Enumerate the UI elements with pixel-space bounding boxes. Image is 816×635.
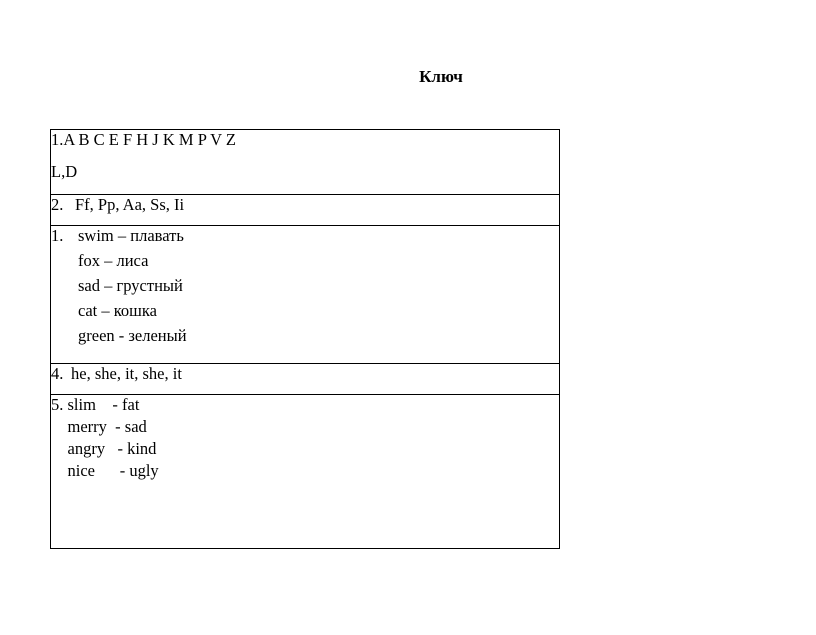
- answer-row-3: [51, 226, 560, 364]
- answer-1-line-1: 1.A B C E F H J K M P V Z: [51, 130, 236, 149]
- answer-cell-3: [51, 226, 560, 364]
- answer-1-line-2: L,D: [51, 162, 78, 181]
- answer-4-text: he, she, it, she, it: [71, 364, 182, 383]
- answer-cell-2: [51, 195, 560, 226]
- answer-row-4: [51, 364, 560, 395]
- answer-2-text: Ff, Pp, Aa, Ss, Ii: [75, 195, 185, 214]
- answer-row-5: [51, 395, 560, 549]
- answer-5-line-3: angry - kind: [51, 439, 157, 458]
- answer-5-line-4: nice - ugly: [51, 461, 159, 480]
- answer-2-number: 2.: [51, 195, 64, 214]
- answer-5-line-1: 5. slim - fat: [51, 395, 140, 414]
- answer-3-item-2: fox – лиса: [78, 251, 149, 270]
- answer-cell-5: [51, 395, 560, 549]
- answer-row-2: [51, 195, 560, 226]
- answer-3-item-4: cat – кошка: [78, 301, 157, 320]
- answer-3-item-5: green - зеленый: [78, 326, 187, 345]
- answer-cell-1: [51, 130, 560, 195]
- answer-cell-4: [51, 364, 560, 395]
- answer-row-1: [51, 130, 560, 195]
- answer-3-item-1-text: swim – плавать: [78, 226, 184, 245]
- answer-3-item-3: sad – грустный: [78, 276, 183, 295]
- answer-4-number: 4.: [51, 364, 64, 383]
- answer-5-line-2: merry - sad: [51, 417, 147, 436]
- answer-key-table: [50, 129, 560, 549]
- answer-3-number: 1.: [51, 226, 64, 245]
- document-title: Ключ: [419, 67, 463, 86]
- answer-3-item-1: [51, 226, 559, 251]
